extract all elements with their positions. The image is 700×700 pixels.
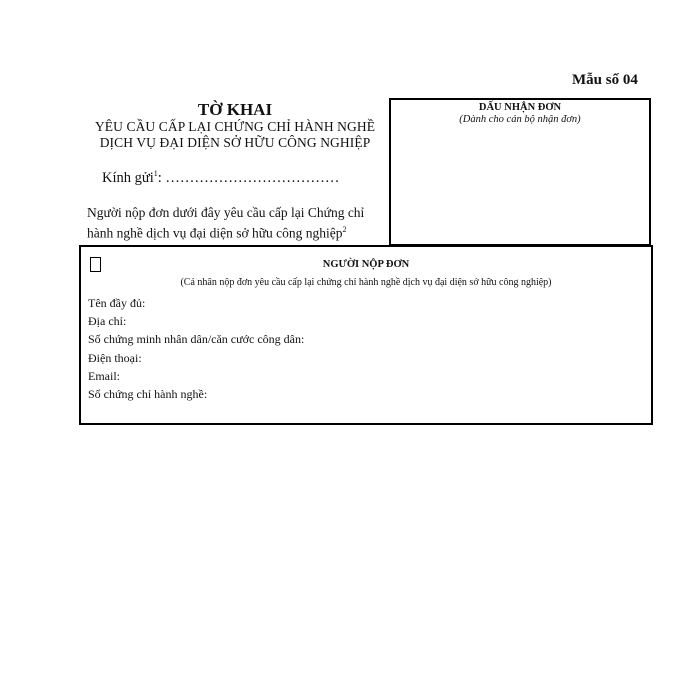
applicant-title: NGƯỜI NỘP ĐƠN (322, 259, 410, 270)
applicant-fields (88, 294, 304, 403)
form-code: Mẫu số 04 (572, 72, 638, 88)
stamp-title: DẤU NHẬN ĐƠN (478, 102, 562, 113)
form-subtitle-line-1: YÊU CẦU CẤP LẠI CHỨNG CHỈ HÀNH NGHỀ (94, 119, 376, 134)
title-block (80, 100, 390, 151)
recipient-dots: : ……………………………… (157, 169, 340, 186)
field-address: Địa chỉ: (88, 314, 127, 329)
applicant-note: (Cá nhân nộp đơn yêu cầu cấp lại chứng chỉ hành nghề dịch vụ đại diện sở hữu công nghiệp) (180, 277, 552, 288)
form-title: TỜ KHAI (197, 100, 273, 119)
intro-paragraph (87, 204, 387, 242)
field-phone: Điện thoại: (88, 350, 142, 365)
footnote-1: 1 (153, 169, 158, 178)
recipient-label: Kính gửi (102, 169, 154, 186)
field-certificate-number: Số chứng chỉ hành nghề: (88, 386, 208, 401)
field-email: Email: (88, 368, 120, 383)
recipient-line (102, 169, 339, 187)
stamp-note: (Dành cho cán bộ nhận đơn) (459, 114, 581, 125)
field-id-number: Số chứng minh nhân dân/căn cước công dân: (88, 332, 305, 347)
stamp-box (389, 98, 651, 246)
applicant-section (79, 245, 653, 425)
intro-text: Người nộp đơn dưới đây yêu cầu cấp lại Chứng chỉ hành nghề dịch vụ đại diện sở hữu công nghiệp (87, 205, 365, 241)
field-full-name: Tên đầy đủ: (88, 296, 146, 310)
form-subtitle-line-2: DỊCH VỤ ĐẠI DIỆN SỞ HỮU CÔNG NGHIỆP (99, 135, 371, 150)
footnote-2: 2 (342, 225, 347, 234)
